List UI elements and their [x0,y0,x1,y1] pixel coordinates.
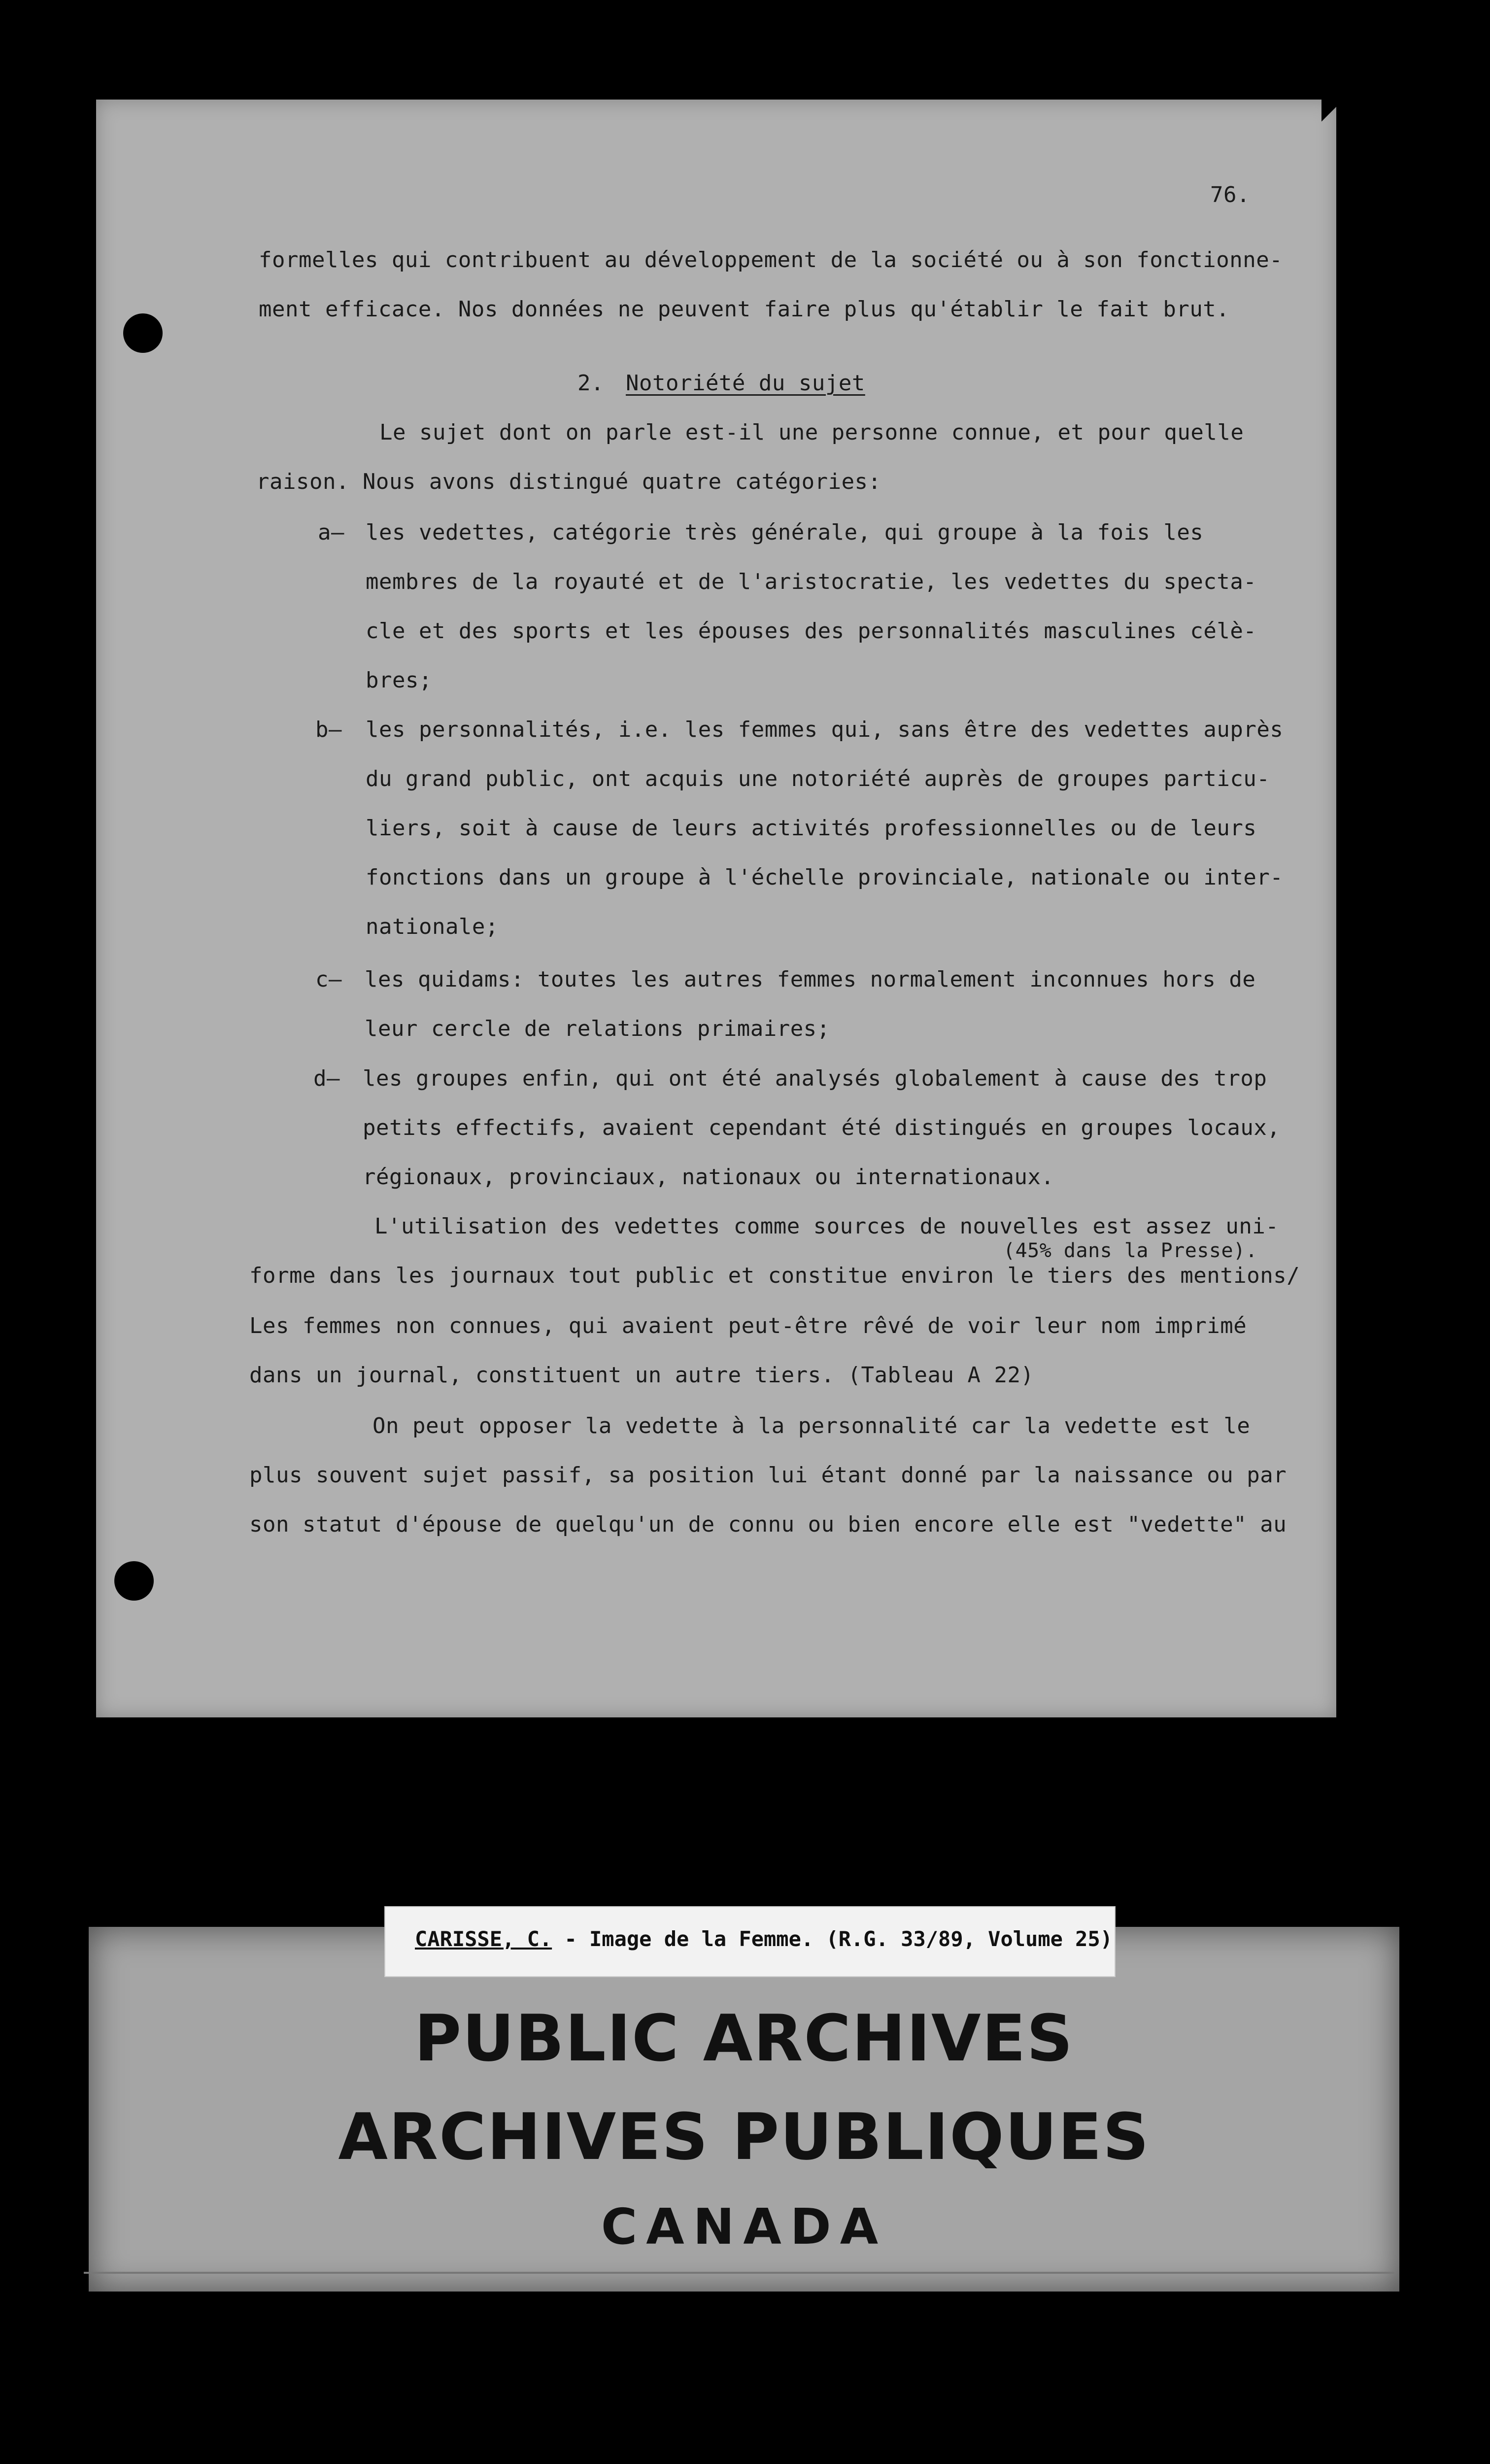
list-item-line: régionaux, provinciaux, nationaux ou internationaux. [363,1164,1054,1190]
list-marker: d— [313,1066,340,1091]
text-line: ment efficace. Nos données ne peuvent faire plus qu'établir le fait brut. [259,297,1230,322]
text-line: plus souvent sujet passif, sa position lui étant donné par la naissance ou par [249,1463,1287,1488]
stamp-line-canada: CANADA [601,2198,887,2256]
list-item-line: les vedettes, catégorie très générale, qui groupe à la fois les [366,520,1204,545]
divider [84,2272,1394,2274]
section-number: 2. [577,371,604,396]
archive-reference [415,1927,1113,1951]
punch-hole [123,313,163,353]
text-line: forme dans les journaux tout public et constitue environ le tiers des mentions/ [249,1263,1300,1288]
stamp-line-public-archives: PUBLIC ARCHIVES [414,2001,1074,2076]
text-line: Les femmes non connues, qui avaient peut-être rêvé de voir leur nom imprimé [249,1313,1247,1338]
list-item-line: cle et des sports et les épouses des personnalités masculines célè- [366,618,1257,644]
list-item-line: du grand public, ont acquis une notoriété auprès de groupes particu- [366,766,1270,791]
archive-author: CARISSE, C. [415,1927,552,1951]
list-item-line: membres de la royauté et de l'aristocratie, les vedettes du specta- [366,569,1257,594]
list-item-line: leur cercle de relations primaires; [365,1016,830,1041]
list-marker: a— [318,520,344,545]
list-item-line: bres; [366,668,432,693]
section-title: Notoriété du sujet [626,371,865,396]
archive-stamp-card [89,1927,1399,2292]
stamp-line-archives-publiques: ARCHIVES PUBLIQUES [338,2099,1150,2174]
list-marker: c— [315,967,342,992]
punch-hole [114,1561,154,1601]
archive-reference-tag [384,1906,1116,1977]
list-item-line: les groupes enfin, qui ont été analysés globalement à cause des trop [363,1066,1267,1091]
text-line: formelles qui contribuent au développement de la société ou à son fonctionne- [259,247,1283,273]
list-item-line: les personnalités, i.e. les femmes qui, sans être des vedettes auprès [366,717,1284,742]
list-item-line: liers, soit à cause de leurs activités professionnelles ou de leurs [366,816,1257,841]
list-item-line: les quidams: toutes les autres femmes normalement inconnues hors de [365,967,1256,992]
text-line: dans un journal, constituent un autre tiers. (Tableau A 22) [249,1363,1034,1388]
page-number: 76. [1210,182,1250,207]
text-line: son statut d'épouse de quelqu'un de connu ou bien encore elle est "vedette" au [249,1512,1287,1537]
text-line: raison. Nous avons distingué quatre catégories: [256,469,881,494]
text-line: On peut opposer la vedette à la personnalité car la vedette est le [372,1413,1251,1438]
text-line: Le sujet dont on parle est-il une personne connue, et pour quelle [379,420,1244,445]
text-line: L'utilisation des vedettes comme sources de nouvelles est assez uni- [374,1214,1279,1239]
list-item-line: nationale; [366,914,499,939]
list-item-line: petits effectifs, avaient cependant été distingués en groupes locaux, [363,1115,1281,1140]
archive-reference-rest: - Image de la Femme. (R.G. 33/89, Volume 25) [552,1927,1113,1951]
handwritten-insert: (45% dans la Presse). [1003,1239,1258,1262]
list-item-line: fonctions dans un groupe à l'échelle provinciale, nationale ou inter- [366,865,1284,890]
page-corner-fold [1321,100,1336,129]
list-marker: b— [315,717,342,742]
